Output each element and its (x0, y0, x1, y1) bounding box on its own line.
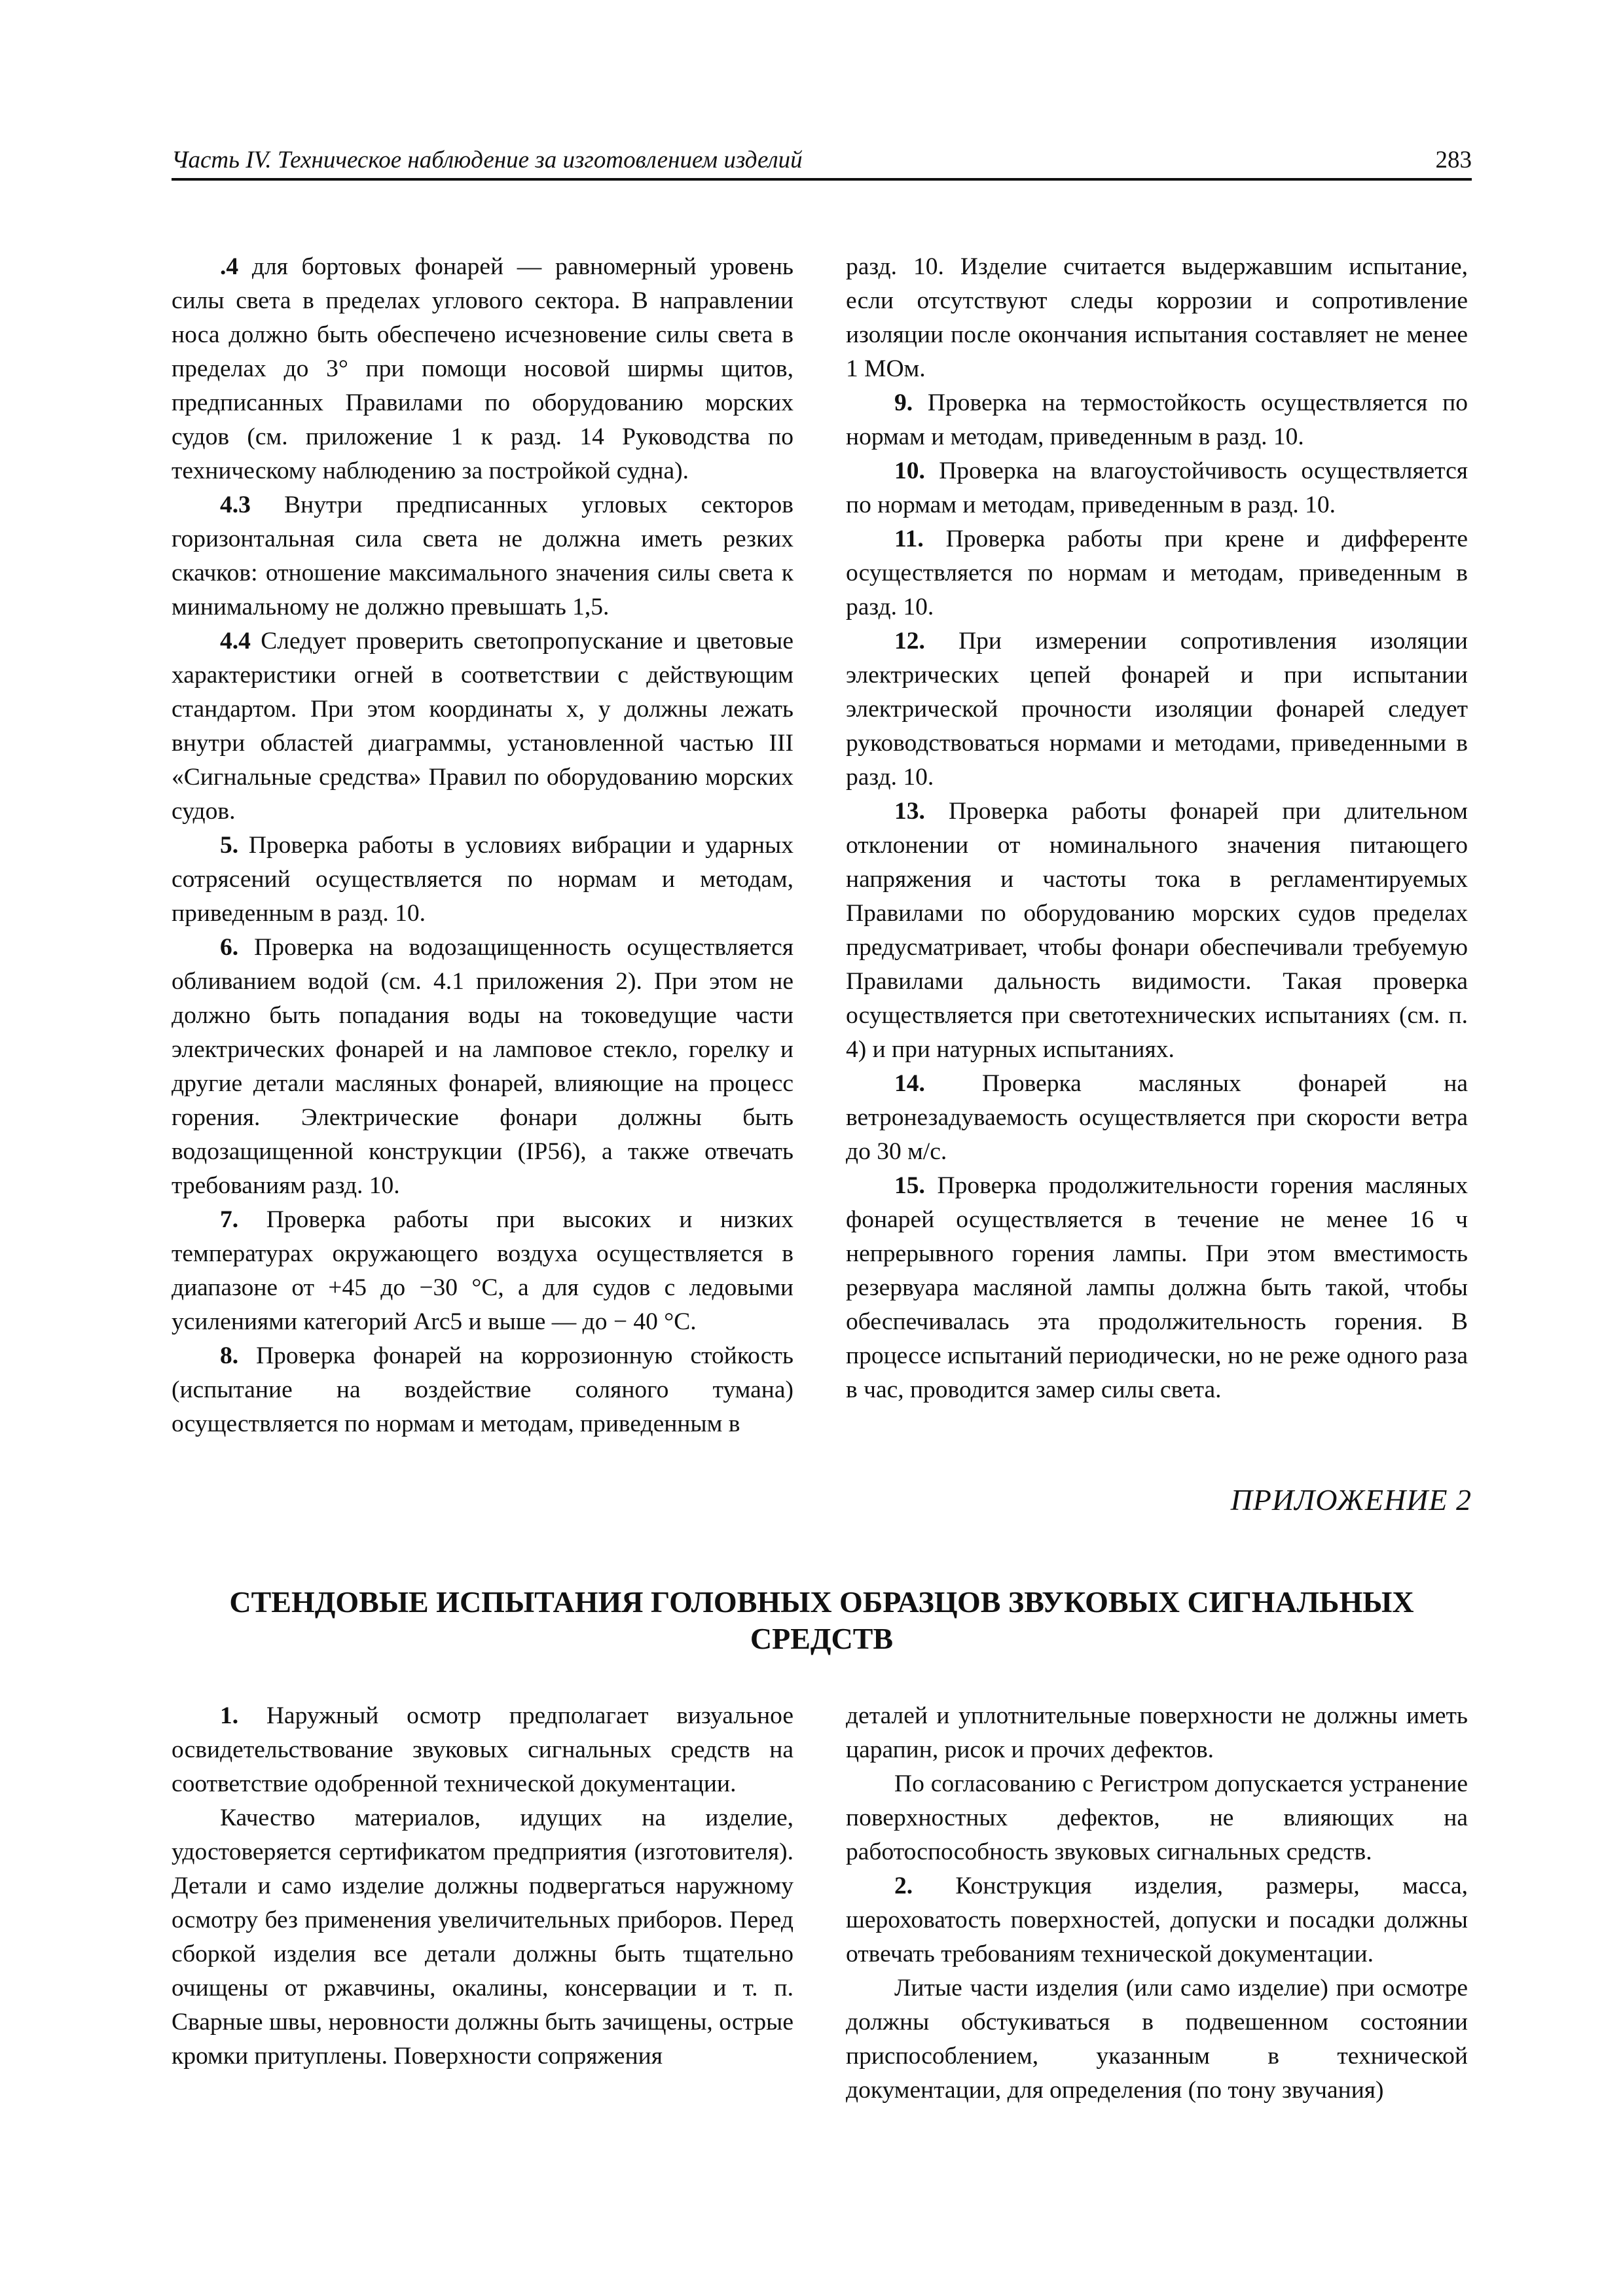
paragraph: 4.4 Следует проверить светопропускание и цветовые характеристики огней в соответствии с действующим стандартом. При этом координаты x, y должны лежать внутри областей диаграммы, установленной частью III «Сигнальные средства» Правил по оборудованию морских судов. (172, 628, 793, 825)
paragraph: 2. Конструкция изделия, размеры, масса, шероховатость поверхностей, допуски и посадки должны отвечать требованиям технической документации. (846, 1873, 1468, 1967)
paragraph: 5. Проверка работы в условиях вибрации и ударных сотрясений осуществляется по нормам и методам, приведенным в разд. 10. (172, 832, 793, 927)
column-left-top (172, 250, 793, 1441)
section-title: СТЕНДОВЫЕ ИСПЫТАНИЯ ГОЛОВНЫХ ОБРАЗЦОВ ЗВУКОВЫХ СИГНАЛЬНЫХ СРЕДСТВ (229, 1585, 1414, 1655)
page-number: 283 (1435, 147, 1472, 173)
paragraph: 15. Проверка продолжительности горения масляных фонарей осуществляется в течение не менее 16 ч непрерывного горения лампы. При этом вместимость резервуара масляной лампы должна быть такой, чтобы обеспечивалась эта продолжительность горения. В процессе испытаний периодически, но не реже одного раза в час, проводится замер силы света. (846, 1172, 1468, 1403)
paragraph: 7. Проверка работы при высоких и низких температурах окружающего воздуха осуществляется в диапазоне от +45 до −30 °С, а для судов с ледовыми усилениями категорий Arc5 и выше — до − 40 °С. (172, 1206, 793, 1335)
paragraph: 1. Наружный осмотр предполагает визуальное освидетельствование звуковых сигнальных средств на соответствие одобренной технической документации. (172, 1702, 793, 1797)
paragraph: 6. Проверка на водозащищенность осуществляется обливанием водой (см. 4.1 приложения 2). При этом не должно быть попадания воды на токоведущие части электрических фонарей и на ламповое стекло, горелку и другие детали масляных фонарей, влияющие на процесс горения. Электрические фонари должны быть водозащищенной конструкции (IP56), а также отвечать требованиям разд. 10. (172, 934, 793, 1199)
paragraph: Литые части изделия (или само изделие) при осмотре должны обстукиваться в подвешенном состоянии приспособлением, указанным в технической документации, для определения (по тону звучания) (846, 1975, 1468, 2104)
appendix-label: ПРИЛОЖЕНИЕ 2 (1230, 1483, 1472, 1516)
paragraph-continued: деталей и уплотнительные поверхности не должны иметь царапин, рисок и прочих дефектов. (846, 1702, 1468, 1763)
paragraph: 11. Проверка работы при крене и дифференте осуществляется по нормам и методам, приведенным в разд. 10. (846, 526, 1468, 620)
header-title: Часть IV. Техническое наблюдение за изготовлением изделий (172, 147, 803, 173)
column-right-top (846, 250, 1468, 1407)
paragraph: По согласованию с Регистром допускается устранение поверхностных дефектов, не влияющих на работоспособность звуковых сигнальных средств. (846, 1770, 1468, 1865)
paragraph: .4 для бортовых фонарей — равномерный уровень силы света в пределах углового сектора. В направлении носа должно быть обеспечено исчезновение силы света в пределах до 3° при помощи носовой ширмы щитов, предписанных Правилами по оборудованию морских судов (см. приложение 1 к разд. 14 Руководства по техническому наблюдению за постройкой судна). (172, 253, 793, 484)
paragraph: 10. Проверка на влагоустойчивость осуществляется по нормам и методам, приведенным в разд. 10. (846, 457, 1468, 518)
paragraph: 13. Проверка работы фонарей при длительном отклонении от номинального значения питающего напряжения и частоты тока в регламентируемых Правилами по оборудованию морских судов пределах предусматривает, чтобы фонари обеспечивали требуемую Правилами дальность видимости. Такая проверка осуществляется при светотехнических испытаниях (см. п. 4) и при натурных испытаниях. (846, 798, 1468, 1063)
paragraph: 14. Проверка масляных фонарей на ветронезадуваемость осуществляется при скорости ветра до 30 м/с. (846, 1070, 1468, 1165)
column-right-bottom (846, 1699, 1468, 2108)
page-header (172, 145, 1472, 181)
paragraph: 9. Проверка на термостойкость осуществляется по нормам и методам, приведенным в разд. 10. (846, 389, 1468, 450)
paragraph: 4.3 Внутри предписанных угловых секторов горизонтальная сила света не должна иметь резких скачков: отношение максимального значения силы света к минимальному не должно превышать 1,5. (172, 492, 793, 620)
paragraph-continued: разд. 10. Изделие считается выдержавшим испытание, если отсутствуют следы коррозии и сопротивление изоляции после окончания испытания составляет не менее 1 МОм. (846, 253, 1468, 382)
paragraph: 12. При измерении сопротивления изоляции электрических цепей фонарей и при испытании электрической прочности изоляции фонарей следует руководствоваться нормами и методами, приведенными в разд. 10. (846, 628, 1468, 791)
paragraph: 8. Проверка фонарей на коррозионную стойкость (испытание на воздействие соляного тумана) осуществляется по нормам и методам, приведенным в (172, 1342, 793, 1437)
column-left-bottom (172, 1699, 793, 2073)
paragraph: Качество материалов, идущих на изделие, удостоверяется сертификатом предприятия (изготовителя). Детали и само изделие должны подвергаться наружному осмотру без применения увеличительных приборов. Перед сборкой изделия все детали должны быть тщательно очищены от ржавчины, окалины, консервации и т. п. Сварные швы, неровности должны быть зачищены, острые кромки притуплены. Поверхности сопряжения (172, 1804, 793, 2070)
